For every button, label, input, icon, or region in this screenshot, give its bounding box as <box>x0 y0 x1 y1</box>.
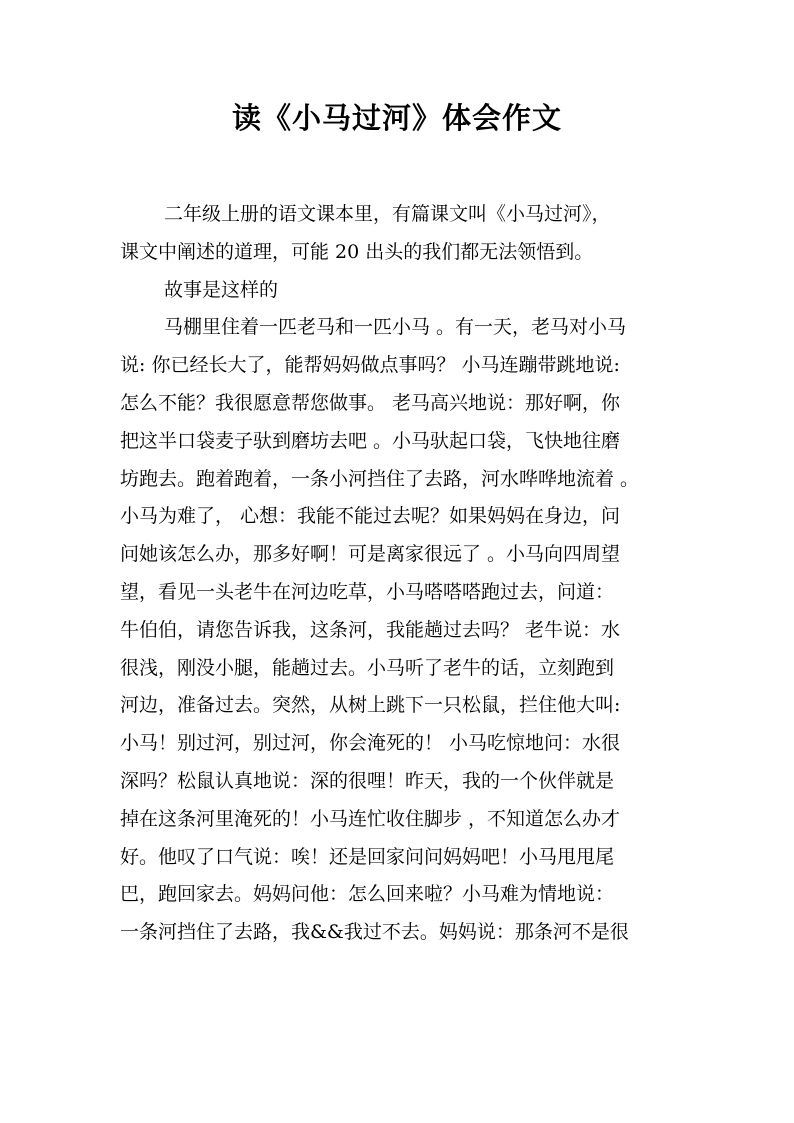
text-line: 怎么不能？我很愿意帮您做事。 老马高兴地说：那好啊，你 <box>120 391 621 414</box>
text-line: 深吗？松鼠认真地说：深的很哩！昨天，我的一个伙伴就是 <box>120 769 615 792</box>
text-line: 坊跑去。跑着跑着，一条小河挡住了去路，河水哗哗地流着 。 <box>120 467 640 490</box>
text-line: 巴，跑回家去。妈妈问他：怎么回来啦？小马难为情地说： <box>120 883 615 906</box>
text-line: 一条河挡住了去路，我&&我过不去。妈妈说：那条河不是很 <box>120 921 629 944</box>
text-line: 问她该怎么办，那多好啊！可是离家很远了 。小马向四周望 <box>120 543 621 566</box>
text-line: 马棚里住着一匹老马和一匹小马 。有一天，老马对小马 <box>164 316 627 339</box>
text-line: 很浅，刚没小腿，能趟过去。小马听了老牛的话，立刻跑到 <box>120 656 615 679</box>
article-body <box>120 196 680 952</box>
text-line: 好。他叹了口气说：唉！还是回家问问妈妈吧！小马甩甩尾 <box>120 845 615 868</box>
text-line: 小马！别过河，别过河，你会淹死的！ 小马吃惊地问：水很 <box>120 732 621 755</box>
text-line: 课文中阐述的道理，可能 20 出头的我们都无法领悟到。 <box>120 240 594 263</box>
text-line: 二年级上册的语文课本里，有篇课文叫《小马过河》， <box>164 203 611 225</box>
text-line: 掉在这条河里淹死的！小马连忙收住脚步 ，不知道怎么办才 <box>120 807 621 830</box>
text-line: 把这半口袋麦子驮到磨坊去吧 。小马驮起口袋，飞快地往磨 <box>120 429 621 452</box>
text-line: 说: 你已经长大了，能帮妈妈做点事吗？ 小马连蹦带跳地说: <box>120 354 620 377</box>
text-line: 故事是这样的 <box>164 278 279 301</box>
text-line: 小马为难了， 心想：我能不能过去呢？如果妈妈在身边，问 <box>120 505 621 528</box>
document-title: 读《小马过河》体会作文 <box>231 101 562 135</box>
text-line: 牛伯伯，请您告诉我，这条河，我能趟过去吗？ 老牛说：水 <box>120 618 621 641</box>
text-line: 望，看见一头老牛在河边吃草，小马嗒嗒嗒跑过去，问道： <box>120 580 615 603</box>
text-line: 河边，准备过去。突然，从树上跳下一只松鼠，拦住他大叫: <box>120 694 621 717</box>
